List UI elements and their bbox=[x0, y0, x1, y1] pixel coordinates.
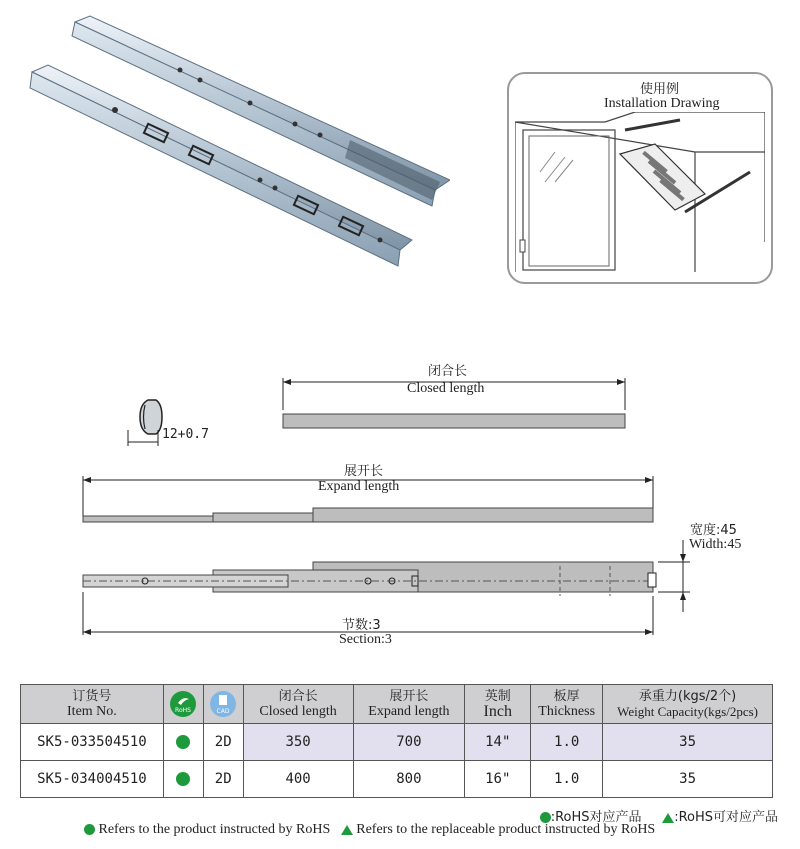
spec-table bbox=[20, 684, 773, 798]
header-item-en: Item No. bbox=[67, 704, 117, 719]
cell-item-no: SK5-034004510 bbox=[21, 761, 164, 798]
rohs-triangle-icon bbox=[662, 813, 674, 823]
header-expand-en: Expand length bbox=[368, 704, 450, 719]
header-closed-length bbox=[243, 685, 353, 724]
cell-expand-length: 800 bbox=[353, 761, 465, 798]
cell-thickness: 1.0 bbox=[531, 724, 603, 761]
header-expand-zh: 展开长 bbox=[389, 689, 429, 704]
header-closed-zh: 闭合长 bbox=[278, 689, 318, 704]
header-thickness bbox=[531, 685, 603, 724]
cell-item-no: SK5-033504510 bbox=[21, 724, 164, 761]
cell-expand-length: 700 bbox=[353, 724, 465, 761]
expand-length-label-en: Expand length bbox=[318, 479, 400, 494]
installation-title-zh: 使用例 bbox=[640, 82, 680, 97]
cell-closed-length: 350 bbox=[243, 724, 353, 761]
header-weight-en: Weight Capacity(kgs/2pcs) bbox=[617, 704, 758, 719]
rohs-dot-icon bbox=[176, 735, 190, 749]
header-expand-length bbox=[353, 685, 465, 724]
legend-tri-en: Refers to the replaceable product instructed by RoHS bbox=[356, 822, 656, 837]
expand-length-label-zh: 展开长 bbox=[344, 464, 384, 479]
section-label-en: Section:3 bbox=[339, 632, 392, 647]
rohs-icon bbox=[170, 691, 196, 717]
header-thick-en: Thickness bbox=[538, 704, 596, 719]
cell-cad: 2D bbox=[203, 724, 243, 761]
cell-cad: 2D bbox=[203, 761, 243, 798]
header-thick-zh: 板厚 bbox=[553, 689, 580, 704]
header-inch-en: Inch bbox=[483, 703, 512, 720]
header-inch bbox=[465, 685, 531, 724]
rohs-triangle-icon bbox=[341, 825, 353, 835]
product-photo bbox=[20, 10, 450, 270]
closed-length-label-zh: 闭合长 bbox=[428, 364, 468, 379]
table-row bbox=[21, 761, 773, 798]
cell-rohs bbox=[163, 724, 203, 761]
header-cad bbox=[203, 685, 243, 724]
header-rohs bbox=[163, 685, 203, 724]
installation-title-en: Installation Drawing bbox=[604, 96, 720, 111]
cell-inch: 16" bbox=[465, 761, 531, 798]
installation-illustration bbox=[515, 112, 765, 274]
width-label-zh: 宽度:45 bbox=[690, 523, 737, 538]
legend-tri-zh: :RoHS可对应产品 bbox=[674, 810, 778, 825]
cell-weight: 35 bbox=[603, 724, 773, 761]
cell-inch: 14" bbox=[465, 724, 531, 761]
width-label-en: Width:45 bbox=[689, 537, 742, 552]
header-inch-zh: 英制 bbox=[484, 689, 511, 704]
cell-rohs bbox=[163, 761, 203, 798]
side-view bbox=[83, 540, 690, 635]
table-row bbox=[21, 724, 773, 761]
profile-section bbox=[128, 400, 162, 446]
header-item-zh: 订货号 bbox=[72, 689, 112, 704]
cell-weight: 35 bbox=[603, 761, 773, 798]
dimension-drawing bbox=[0, 330, 800, 650]
table-header-row bbox=[21, 685, 773, 724]
cad-icon bbox=[210, 691, 236, 717]
legend-dot-en: Refers to the product instructed by RoHS bbox=[98, 822, 331, 837]
header-item-no bbox=[21, 685, 164, 724]
rohs-dot-icon bbox=[84, 824, 95, 835]
cell-thickness: 1.0 bbox=[531, 761, 603, 798]
header-closed-en: Closed length bbox=[259, 704, 337, 719]
svg-text:CAD: CAD bbox=[216, 708, 230, 715]
svg-text:RoHS: RoHS bbox=[175, 707, 192, 714]
section-label-zh: 节数:3 bbox=[342, 618, 381, 633]
closed-length-label-en: Closed length bbox=[407, 381, 485, 396]
header-weight bbox=[603, 685, 773, 724]
header-weight-zh: 承重力(kgs/2个) bbox=[638, 689, 737, 704]
legend-en bbox=[84, 822, 655, 838]
legend-dot-zh: :RoHS对应产品 bbox=[550, 810, 642, 825]
profile-dimension: 12+0.7 bbox=[162, 427, 209, 442]
cell-closed-length: 400 bbox=[243, 761, 353, 798]
rohs-dot-icon bbox=[176, 772, 190, 786]
